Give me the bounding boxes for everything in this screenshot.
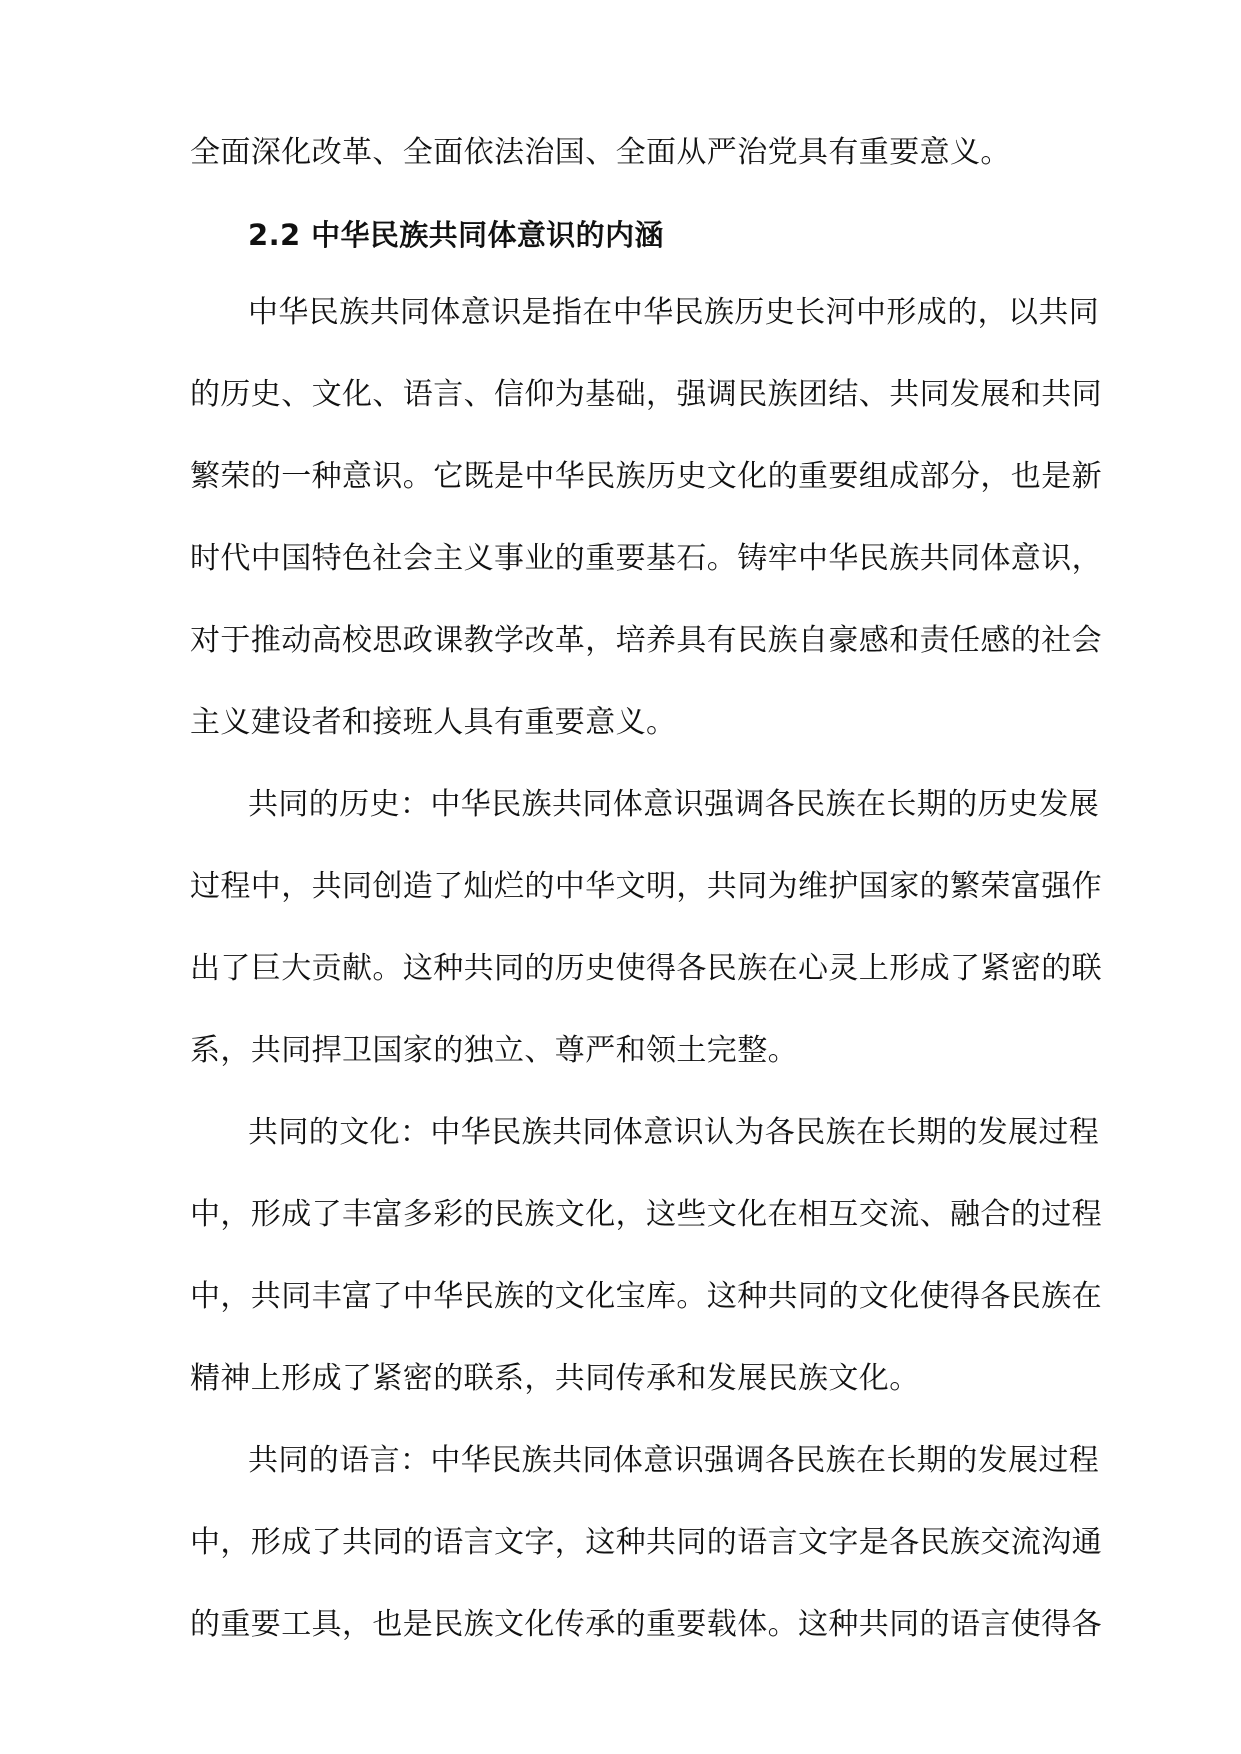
- paragraph-line: 时代中国特色社会主义事业的重要基石。铸牢中华民族共同体意识，: [190, 541, 1102, 576]
- paragraph: [190, 787, 1102, 1068]
- paragraph-line: 共同的历史：中华民族共同体意识强调各民族在长期的历史发展: [248, 787, 1100, 822]
- paragraph-line: 中，共同丰富了中华民族的文化宝库。这种共同的文化使得各民族在: [190, 1279, 1102, 1314]
- section-heading: 2.2 中华民族共同体意识的内涵: [248, 218, 664, 252]
- paragraph: [190, 295, 1102, 740]
- paragraph-line: 的重要工具，也是民族文化传承的重要载体。这种共同的语言使得各: [190, 1607, 1102, 1642]
- paragraph-line: 共同的语言：中华民族共同体意识强调各民族在长期的发展过程: [248, 1443, 1100, 1478]
- paragraph-line: 的历史、文化、语言、信仰为基础，强调民族团结、共同发展和共同: [190, 377, 1102, 412]
- document-body: [190, 135, 1102, 1642]
- paragraph: [190, 1115, 1102, 1396]
- paragraph-line: 过程中，共同创造了灿烂的中华文明，共同为维护国家的繁荣富强作: [190, 869, 1102, 904]
- paragraph-line: 精神上形成了紧密的联系，共同传承和发展民族文化。: [190, 1361, 920, 1396]
- paragraph-line: 主义建设者和接班人具有重要意义。: [190, 705, 677, 740]
- paragraph-line: 中华民族共同体意识是指在中华民族历史长河中形成的，以共同: [248, 295, 1100, 330]
- paragraph-line: 对于推动高校思政课教学改革，培养具有民族自豪感和责任感的社会: [190, 623, 1102, 658]
- paragraph-line: 出了巨大贡献。这种共同的历史使得各民族在心灵上形成了紧密的联: [190, 951, 1102, 986]
- paragraph: [190, 1443, 1102, 1642]
- paragraph-line: 中，形成了共同的语言文字，这种共同的语言文字是各民族交流沟通: [190, 1525, 1102, 1560]
- paragraph-line: 中，形成了丰富多彩的民族文化，这些文化在相互交流、融合的过程: [190, 1197, 1102, 1232]
- paragraph-line: 繁荣的一种意识。它既是中华民族历史文化的重要组成部分，也是新: [190, 459, 1102, 494]
- paragraph-line: 全面深化改革、全面依法治国、全面从严治党具有重要意义。: [190, 135, 1011, 170]
- paragraph-line: 系，共同捍卫国家的独立、尊严和领土完整。: [190, 1033, 798, 1068]
- paragraph-line: 共同的文化：中华民族共同体意识认为各民族在长期的发展过程: [248, 1115, 1100, 1150]
